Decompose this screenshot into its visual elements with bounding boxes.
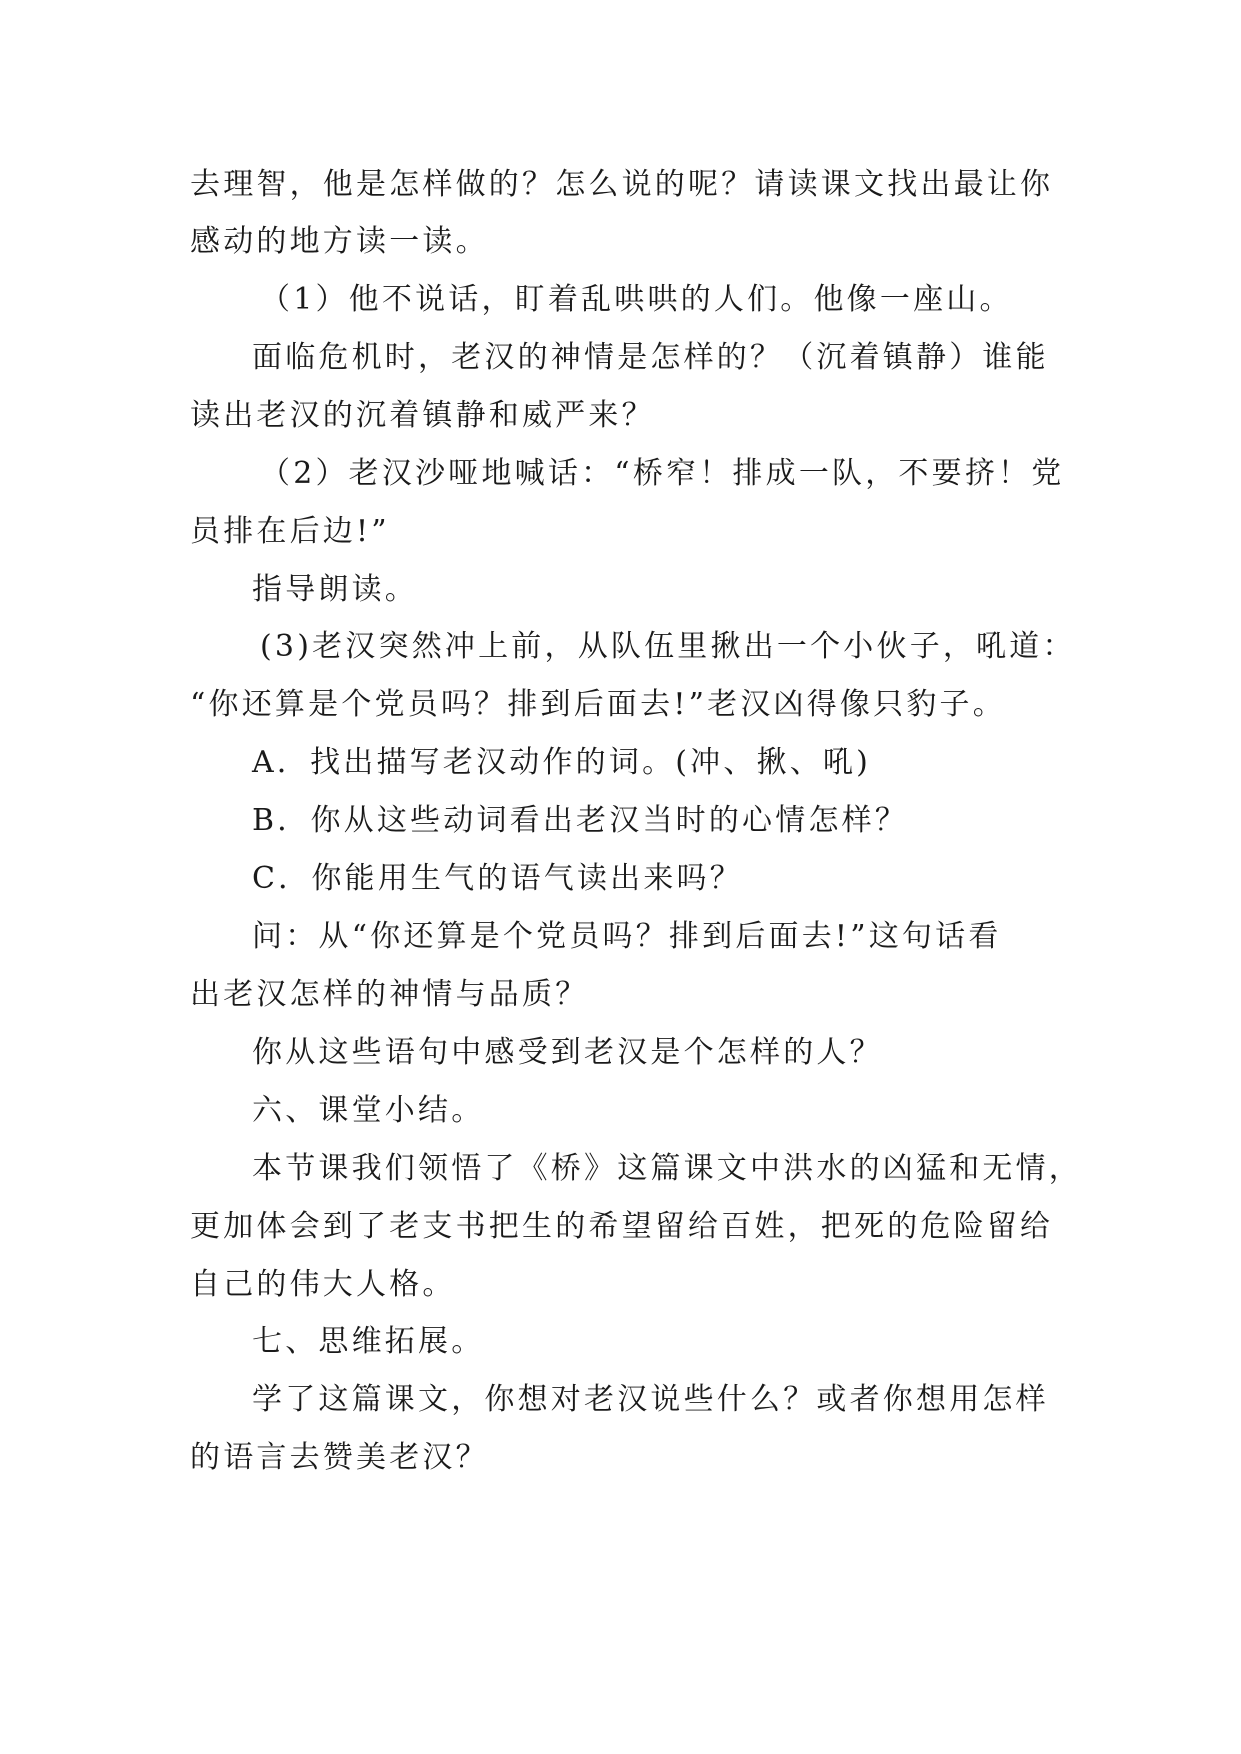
section-heading: 七、思维拓展。: [252, 1324, 485, 1359]
text-line: 出老汉怎样的神情与品质？: [190, 977, 589, 1012]
text-line: 感动的地方读一读。: [190, 224, 489, 259]
text-line: （2）老汉沙哑地喊话：“桥窄！排成一队，不要挤！党: [260, 456, 1065, 491]
text-line: 指导朗读。: [252, 572, 418, 607]
section-heading: 六、课堂小结。: [252, 1093, 485, 1128]
text-line: 更加体会到了老支书把生的希望留给百姓，把死的危险留给: [190, 1209, 1054, 1244]
text-line: 本节课我们领悟了《桥》这篇课文中洪水的凶猛和无情，: [252, 1151, 1082, 1186]
text-line: （1）他不说话，盯着乱哄哄的人们。他像一座山。: [260, 282, 1013, 317]
text-line: 你从这些语句中感受到老汉是个怎样的人？: [252, 1035, 883, 1070]
text-line: B．你从这些动词看出老汉当时的心情怎样？: [252, 803, 909, 838]
text-line: 学了这篇课文，你想对老汉说些什么？或者你想用怎样: [252, 1382, 1049, 1417]
text-line: “你还算是个党员吗？排到后面去!”老汉凶得像只豹子。: [190, 687, 1006, 722]
text-line: 的语言去赞美老汉？: [190, 1440, 489, 1475]
text-line: 问：从“你还算是个党员吗？排到后面去!”这句话看: [252, 919, 1002, 954]
text-line: C．你能用生气的语气读出来吗？: [252, 861, 743, 896]
text-line: 员排在后边!”: [190, 514, 390, 549]
text-line: (3)老汉突然冲上前，从队伍里揪出一个小伙子，吼道：: [260, 629, 1076, 664]
text-line: 自己的伟大人格。: [190, 1267, 456, 1302]
text-line: 面临危机时，老汉的神情是怎样的？（沉着镇静）谁能: [252, 340, 1049, 375]
text-line: A．找出描写老汉动作的词。(冲、揪、吼): [252, 745, 872, 780]
text-line: 读出老汉的沉着镇静和威严来？: [190, 398, 655, 433]
text-line: 去理智，他是怎样做的？怎么说的呢？请读课文找出最让你: [190, 167, 1054, 202]
